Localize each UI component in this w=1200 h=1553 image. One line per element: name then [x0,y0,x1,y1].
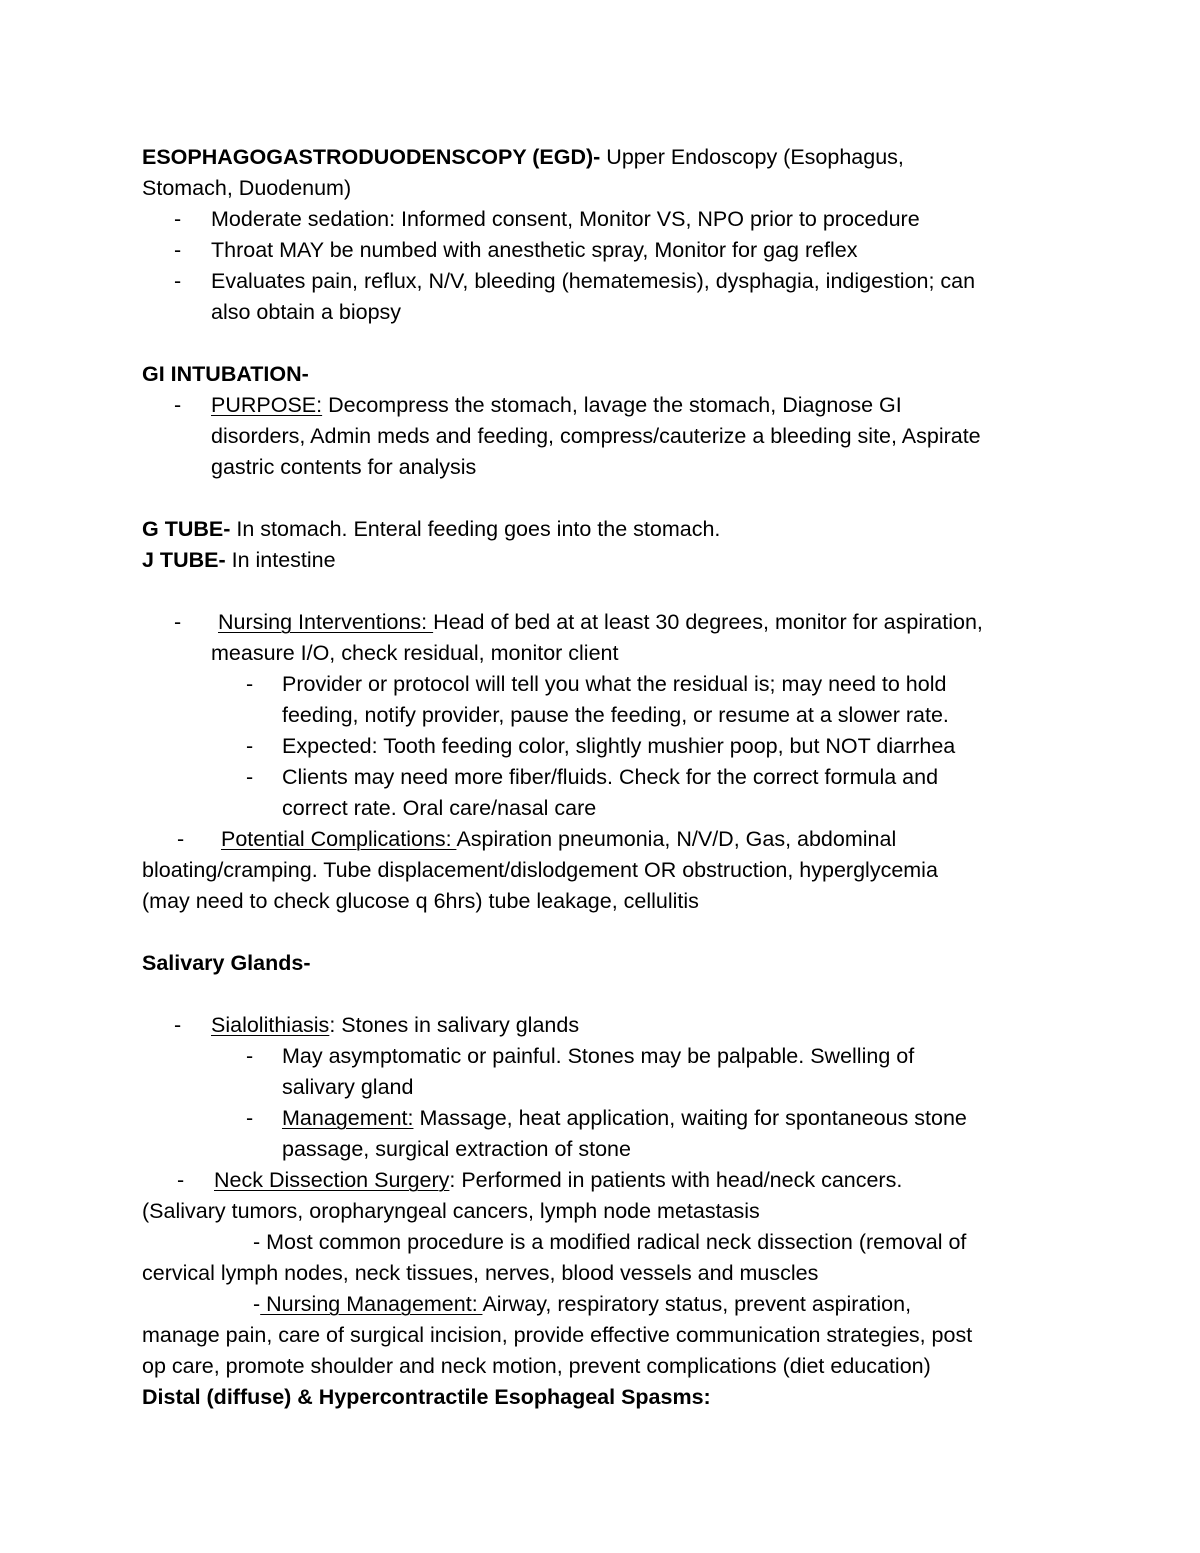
egd-desc-2: Stomach, Duodenum) [142,176,352,200]
sialolithiasis-label: Sialolithiasis [211,1013,330,1037]
list-bullet: - [174,269,182,293]
list-bullet: - [246,734,254,758]
complications-text-1: Aspiration pneumonia, N/V/D, Gas, abdominal [456,827,897,851]
management-label: Management: [282,1106,414,1130]
nursing-label: Nursing Interventions: [218,610,434,634]
management-line [282,1103,967,1134]
neck-common-1: - Most common procedure is a modified radical neck dissection (removal of [253,1230,967,1254]
egd-item-1: Moderate sedation: Informed consent, Monitor VS, NPO prior to procedure [211,207,920,231]
nursing-sub-1-cont: feeding, notify provider, pause the feeding, or resume at a slower rate. [282,703,949,727]
sialolithiasis-sub-2: salivary gland [282,1075,414,1099]
nursing-sub-2: Expected: Tooth feeding color, slightly mushier poop, but NOT diarrhea [282,734,956,758]
neck-dissection-text-1: : Performed in patients with head/neck cancers. [449,1168,903,1192]
neck-nursing-text-1: Airway, respiratory status, prevent aspiration, [482,1292,912,1316]
sialolithiasis-text: : Stones in salivary glands [329,1013,580,1037]
gi-purpose-line [211,390,902,421]
g-tube-label: G TUBE- [142,517,231,541]
neck-dissection-text-2: (Salivary tumors, oropharyngeal cancers, lymph node metastasis [142,1199,760,1223]
egd-desc-1: Upper Endoscopy (Esophagus, [600,145,904,169]
list-bullet: - [246,672,254,696]
egd-item-3-cont: also obtain a biopsy [211,300,402,324]
gi-purpose-2: disorders, Admin meds and feeding, compress/cauterize a bleeding site, Aspirate [211,424,981,448]
j-tube-line [142,545,336,576]
salivary-title: Salivary Glands- [142,951,311,975]
list-bullet: - [174,393,182,417]
list-bullet: - [246,765,254,789]
list-bullet: - [246,1106,254,1130]
egd-item-3: Evaluates pain, reflux, N/V, bleeding (hematemesis), dysphagia, indigestion; can [211,269,976,293]
neck-common-2: cervical lymph nodes, neck tissues, nerves, blood vessels and muscles [142,1261,819,1285]
sialolithiasis-line [211,1010,579,1041]
gi-purpose-1: Decompress the stomach, lavage the stomach, Diagnose GI [322,393,902,417]
nursing-sub-1: Provider or protocol will tell you what the residual is; may need to hold [282,672,947,696]
complications-text-3: (may need to check glucose q 6hrs) tube leakage, cellulitis [142,889,699,913]
complications-line [221,824,896,855]
neck-nursing-text-2: manage pain, care of surgical incision, provide effective communication strategies, post [142,1323,973,1347]
egd-item-2: Throat MAY be numbed with anesthetic spray, Monitor for gag reflex [211,238,858,262]
list-bullet: - [174,238,182,262]
g-tube-text: In stomach. Enteral feeding goes into the stomach. [230,517,721,541]
list-bullet: - [174,1013,182,1037]
g-tube-line [142,514,720,545]
nursing-sub-3-cont: correct rate. Oral care/nasal care [282,796,597,820]
management-text-2: passage, surgical extraction of stone [282,1137,631,1161]
complications-text-2: bloating/cramping. Tube displacement/dislodgement OR obstruction, hyperglycemia [142,858,938,882]
neck-nursing-line [253,1289,911,1320]
nursing-line [218,607,983,638]
spasms-title: Distal (diffuse) & Hypercontractile Esophageal Spasms: [142,1385,711,1409]
list-bullet: - [177,827,185,851]
nursing-sub-3: Clients may need more fiber/fluids. Check for the correct formula and [282,765,939,789]
nursing-text-1: Head of bed at at least 30 degrees, monitor for aspiration, [433,610,983,634]
list-bullet: - [174,207,182,231]
gi-purpose-3: gastric contents for analysis [211,455,477,479]
sialolithiasis-sub-1: May asymptomatic or painful. Stones may be palpable. Swelling of [282,1044,915,1068]
neck-nursing-text-3: op care, promote shoulder and neck motion, prevent complications (diet education) [142,1354,931,1378]
j-tube-text: In intestine [225,548,336,572]
neck-nursing-dash: - [253,1292,261,1316]
complications-label: Potential Complications: [221,827,457,851]
gi-title: GI INTUBATION- [142,362,309,386]
nursing-text-2: measure I/O, check residual, monitor client [211,641,619,665]
management-text-1: Massage, heat application, waiting for spontaneous stone [413,1106,967,1130]
neck-dissection-line [214,1165,902,1196]
neck-dissection-label: Neck Dissection Surgery [214,1168,450,1192]
list-bullet: - [174,610,182,634]
egd-heading-line [142,142,904,173]
neck-nursing-label: Nursing Management: [260,1292,483,1316]
gi-purpose-label: PURPOSE: [211,393,323,417]
egd-title: ESOPHAGOGASTRODUODENSCOPY (EGD)- [142,145,601,169]
j-tube-label: J TUBE- [142,548,226,572]
list-bullet: - [246,1044,254,1068]
list-bullet: - [177,1168,185,1192]
